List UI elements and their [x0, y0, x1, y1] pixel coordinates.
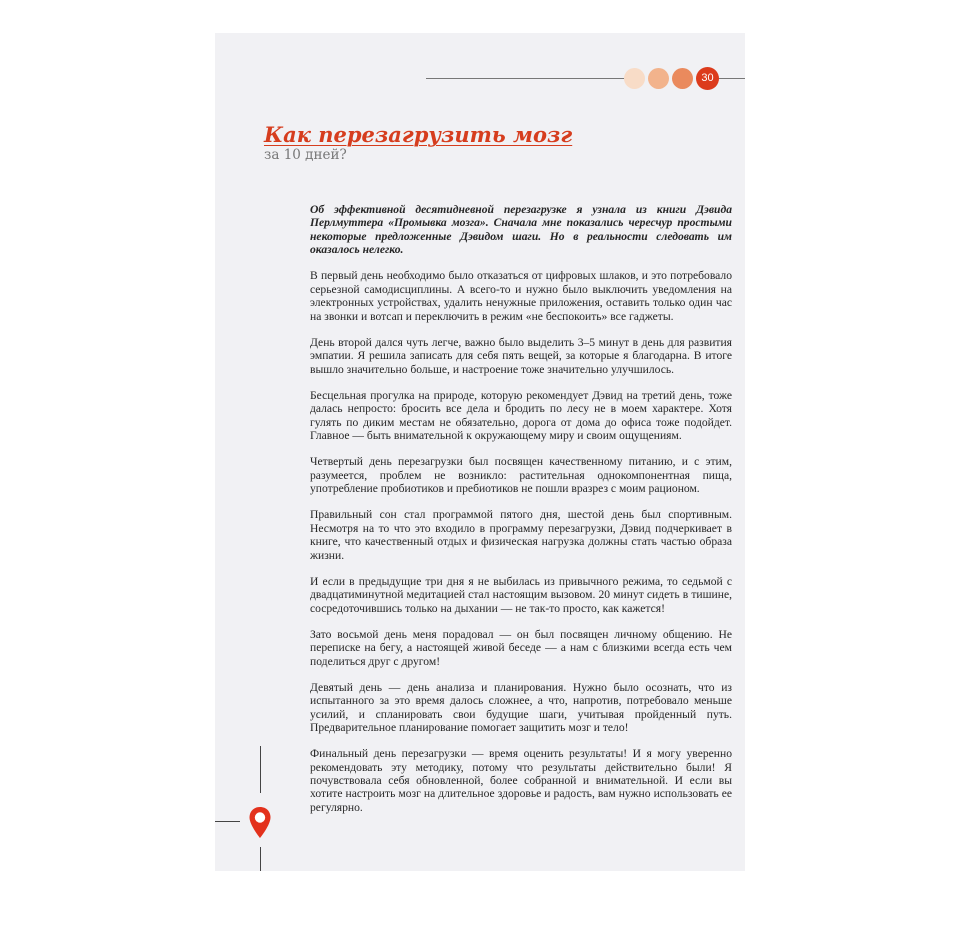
- margin-rule: [260, 847, 261, 871]
- article-body: [310, 203, 732, 827]
- paragraph: В первый день необходимо было отказаться от цифровых шлаков, и это потребовало серьезной самодисциплины. А всего-то и нужно было выключить уведомления на электронных устройствах, удалить ненужные приложения, оставить только один час на звонки и вотсап и переключить в режим «не беспокоить» все гаджеты.: [310, 269, 732, 323]
- page-subtitle: за 10 дней?: [264, 147, 347, 163]
- paragraph: Зато восьмой день меня порадовал — он был посвящен личному общению. Не переписке на бегу, а настоящей живой беседе — а нам с близкими всегда есть чем поделиться друг с другом!: [310, 627, 732, 668]
- paragraph: Бесцельная прогулка на природе, которую рекомендует Дэвид на третий день, тоже далась непросто: бросить все дела и бродить по лесу не в моем характере. Хотя гулять по диким местам не обязательно, дорога от дома до офиса тоже подойдет. Главное — быть внимательной к окружающему миру и своим ощущениям.: [310, 388, 732, 443]
- margin-rule: [215, 821, 240, 822]
- header-dot: [624, 68, 645, 89]
- header-rule: [426, 78, 626, 79]
- paragraph: Правильный сон стал программой пятого дня, шестой день был спортивным. Несмотря на то что это входило в программу перезагрузки, Дэвид подчеркивает в книге, что качественный отдых и физическая нагрузка должны стать частью образа жизни.: [310, 508, 732, 562]
- paragraph: Финальный день перезагрузки — время оценить результаты! И я могу уверенно рекомендовать эту методику, потому что результаты действительно были! Я почувствовала себя обновленной, более собранной и внимательной. И если вы хотите настроить мозг на длительное здоровье и радость, вам нужно использовать ее регулярно.: [310, 747, 732, 814]
- book-page: [215, 33, 745, 871]
- page-title: Как перезагрузить мозг: [264, 122, 573, 147]
- intro-paragraph: Об эффективной десятидневной перезагрузке я узнала из книги Дэвида Перлмуттера «Промывка мозга». Сначала мне показались чересчур простыми некоторые предложенные Дэвидом шаги. Но в реальности следовать им оказалось нелегко.: [310, 203, 732, 257]
- header-dot: [672, 68, 693, 89]
- header-dot: [648, 68, 669, 89]
- paragraph: И если в предыдущие три дня я не выбилась из привычного режима, то седьмой с двадцатиминутной медитацией стал настоящим вызовом. 20 минут сидеть в тишине, сосредоточившись только на дыхании — не так-то просто, как кажется!: [310, 574, 732, 615]
- paragraph: Девятый день — день анализа и планирования. Нужно было осознать, что из испытанного за это время далось сложнее, а что, напротив, потребовало меньше усилий, и спланировать свои будущие шаги, учитывая пройденный путь. Предварительное планирование помогает защитить мозг и тело!: [310, 680, 732, 734]
- margin-rule: [260, 746, 261, 793]
- paragraph: День второй дался чуть легче, важно было выделить 3–5 минут в день для развития эмпатии. Я решила записать для себя пять вещей, за которые я благодарна. В итоге вышло значительно больше, и настроение тоже значительно улучшилось.: [310, 335, 732, 376]
- paragraph: Четвертый день перезагрузки был посвящен качественному питанию, и с этим, разумеется, проблем не возникло: растительная однокомпонентная пища, употребление пробиотиков и пребиотиков не пошли вразрез с моим рационом.: [310, 455, 732, 496]
- map-pin-icon: [248, 806, 272, 840]
- page-number: 30: [696, 67, 719, 90]
- header-rule-end: [717, 78, 745, 79]
